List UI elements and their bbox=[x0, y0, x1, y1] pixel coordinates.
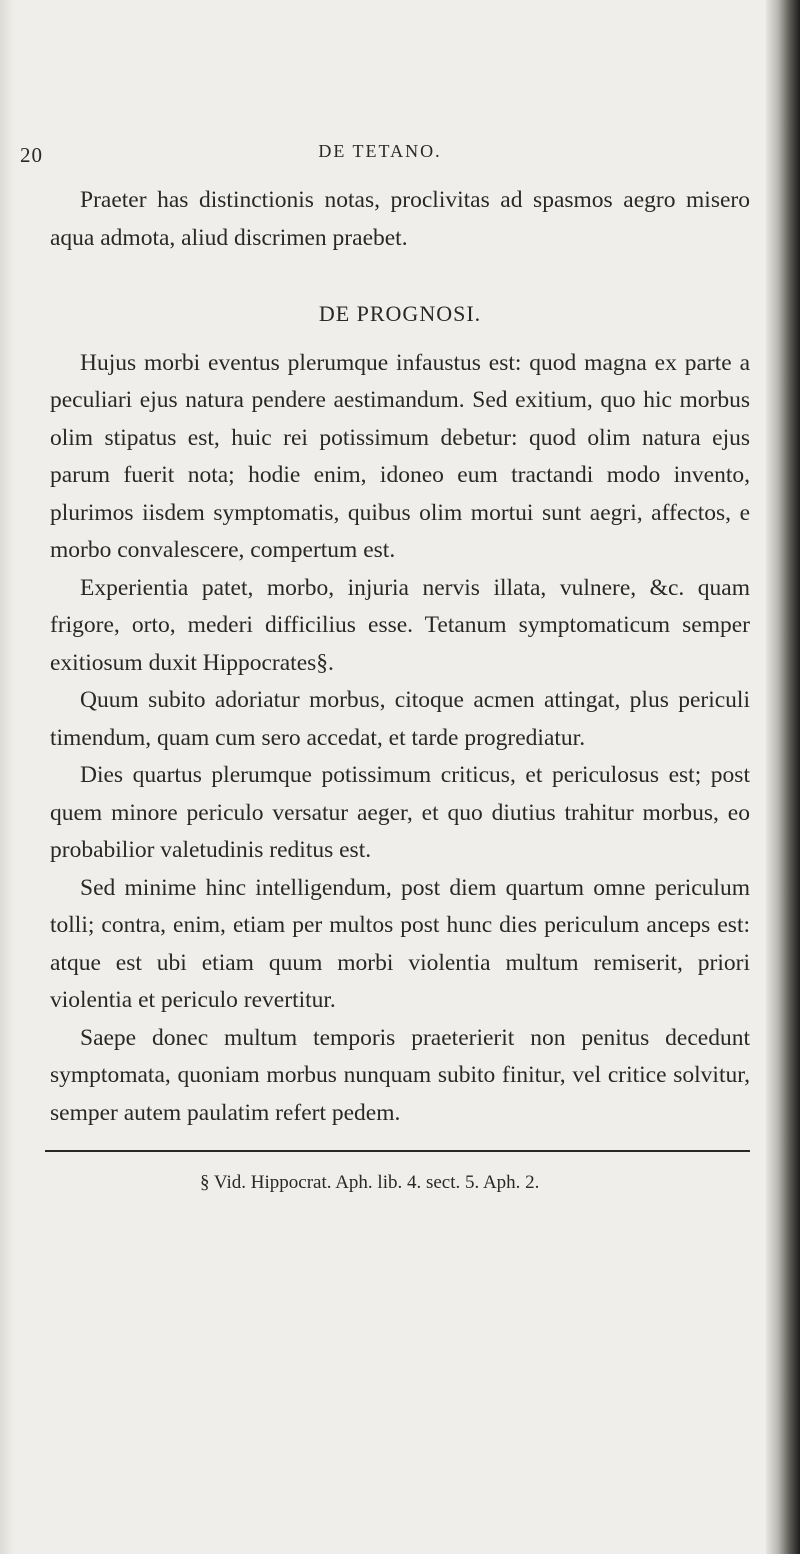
section-heading: DE PROGNOSI. bbox=[318, 301, 482, 326]
book-binding-edge bbox=[766, 0, 800, 1554]
page-left-shadow bbox=[0, 0, 14, 1554]
intro-paragraph: Praeter has distinctionis notas, proclivitas ad spasmos aegro misero aqua admota, aliud discrimen praebet. bbox=[50, 187, 750, 251]
paragraph-6: Saepe donec multum temporis praeterierit non penitus decedunt symptomata, quoniam morbus nunquam subito finitur, vel critice solvitur, semper autem paulatim refert pedem. bbox=[50, 1024, 750, 1126]
page-number: 20 bbox=[20, 143, 43, 167]
footnote: § Vid. Hippocrat. Aph. lib. 4. sect. 5. Aph. 2. bbox=[200, 1172, 540, 1193]
running-title: DE TETANO. bbox=[318, 141, 442, 161]
paragraph-3: Quum subito adoriatur morbus, citoque acmen attingat, plus periculi timendum, quam cum sero accedat, et tarde progrediatur. bbox=[50, 687, 750, 751]
footnote-rule bbox=[45, 1150, 750, 1152]
main-text-block bbox=[50, 182, 750, 1132]
paragraph-2: Experientia patet, morbo, injuria nervis illata, vulnere, &c. quam frigore, orto, mederi difficilius esse. Tetanum symptomaticum semper exitiosum duxit Hippocrates§. bbox=[50, 574, 750, 676]
paragraph-1: Hujus morbi eventus plerumque infaustus est: quod magna ex parte a peculiari ejus natura pendere aestimandum. Sed exitium, quo hic morbus olim stipatus est, huic rei potissimum debetur: quod olim natura ejus parum fuerit nota; hodie enim, idoneo eum tractandi modo invento, plurimos iisdem symptomatis, quibus olim mortui sunt aegri, affectos, e morbo convalescere, compertum est. bbox=[50, 349, 750, 563]
paragraph-5: Sed minime hinc intelligendum, post diem quartum omne periculum tolli; contra, enim, etiam per multos post hunc dies periculum anceps est: atque est ubi etiam quum morbi violentia multum remiserit, priori violentia et periculo revertitur. bbox=[50, 874, 750, 1013]
paragraph-4: Dies quartus plerumque potissimum criticus, et periculosus est; post quem minore periculo versatur aeger, et quo diutius trahitur morbus, eo probabilior valetudinis reditus est. bbox=[50, 762, 750, 863]
